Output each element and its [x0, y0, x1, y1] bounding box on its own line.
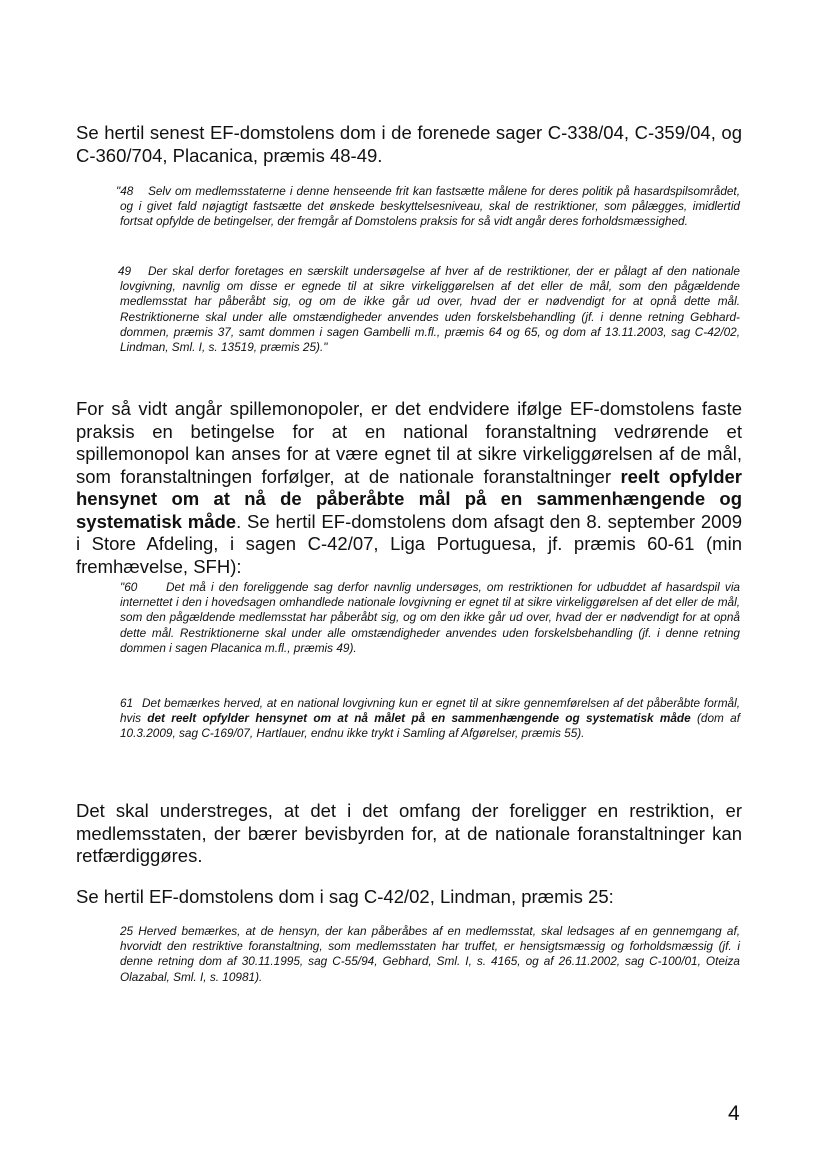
quote-text: Det bemærkes herved, at en national lovgivning kun er egnet til at sikre gennemførelsen af det påberåbte formål, hvis [120, 696, 740, 726]
quote-text: (dom af 10.3.2009, sag C-169/07, Hartlauer, endnu ikke trykt i Samling af Afgørelser, præmis 55). [120, 711, 740, 741]
quote-premis-25: 25 Herved bemærkes, at de hensyn, der kan påberåbes af en medlemsstat, skal ledsages af en gennemgang af, hvorvidt den restriktive foranstaltning, som medlemsstaten har truffet, er hensigtsmæssig og forholdsmæssig (jf. i denne retning dom af 30.11.1995, sag C-55/94, Gebhard, Sml. I, s. 4165, og af 26.11.2002, sag C-100/01, Oteiza Olazabal, Sml. I, s. 10981). [120, 924, 740, 984]
paragraph-lindman: Se hertil EF-domstolens dom i sag C-42/02, Lindman, præmis 25: [76, 886, 614, 907]
quote-number: 61 [120, 696, 134, 710]
quote-text: Selv om medlemsstaterne i denne henseende frit kan fastsætte målene for deres politik på hasardspilsområdet, og i givet fald nøjagtigt fastsætte det ønskede beskyttelsesniveau, skal de restriktioner, som pålægges, imidlertid fortsat opfylde de betingelser, der fremgår af Domstolens praksis for så vidt angår deres forholdsmæssighed. [120, 184, 740, 229]
quote-premis-60 [120, 580, 740, 656]
quote-text: Der skal derfor foretages en særskilt undersøgelse af hver af de restriktioner, der er pålagt af den nationale lovgivning, navnlig om disse er egnede til at sikre virkeliggørelsen af det eller de mål, som den pågældende medlemsstat har påberåbt sig, og om de ikke går ud over, hvad der er nødvendigt for at opnå dette mål. Restriktionerne skal under alle omstændigheder anvendes uden forskelsbehandling (jf. i denne retning Gebhard-dommen, præmis 37, samt dommen i sagen Gambelli m.fl., præmis 64 og 65, og dom af 13.11.2003, sag C-42/02, Lindman, Sml. I, s. 13519, præmis 25)." [120, 264, 740, 355]
emphasis-text: reelt opfylder hensynet om at nå de påberåbte mål på en sammenhængende og systematisk måde [76, 465, 742, 532]
quote-premis-48 [116, 184, 740, 230]
paragraph-bevisbyrde: Det skal understreges, at det i det omfang der foreligger en restriktion, er medlemsstaten, der bærer bevisbyrden for, at de nationale foranstaltninger kan retfærdiggøres. [76, 800, 742, 866]
emphasis-text: det reelt opfylder hensynet om at nå målet på en sammenhængende og systematisk måde [147, 711, 691, 726]
paragraph-intro: Se hertil senest EF-domstolens dom i de forenede sager C-338/04, C-359/04, og C-360/704, Placanica, præmis 48-49. [76, 122, 742, 166]
paragraph-text: For så vidt angår spillemonopoler, er det endvidere ifølge EF-domstolens faste praksis en betingelse for at en national foranstaltning vedrørende et spillemonopol kan anses for at være egnet til at sikre virkeliggørelsen af de mål, som foranstaltningen forfølger, at de nationale foranstaltninger [76, 398, 742, 487]
page-number: 4 [728, 1102, 740, 1125]
paragraph-text: . Se hertil EF-domstolens dom afsagt den 8. september 2009 i Store Afdeling, i sagen C-42/07, Liga Portuguesa, jf. præmis 60-61 (min fremhævelse, SFH): [76, 510, 742, 577]
quote-number: 49 [118, 264, 132, 278]
paragraph-spillemonopoler [76, 398, 742, 578]
quote-text: Det må i den foreliggende sag derfor navnlig undersøges, om restriktionen for udbuddet af hasardspil via internettet i den i hovedsagen omhandlede nationale lovgivning er egnet til at sikre virkeliggørelsen af det eller de mål, som den pågældende medlemsstat har påberåbt sig, og om den ikke går ud over, hvad der er nødvendigt for at opnå dette mål. Restriktionerne skal under alle omstændigheder anvendes uden forskelsbehandling (jf. i denne retning dommen i sagen Placanica m.fl., præmis 49). [120, 580, 740, 655]
quote-premis-49 [120, 264, 740, 355]
quote-premis-61 [120, 696, 740, 742]
quote-number: "60 [120, 580, 138, 594]
quote-number: "48 [116, 184, 134, 198]
